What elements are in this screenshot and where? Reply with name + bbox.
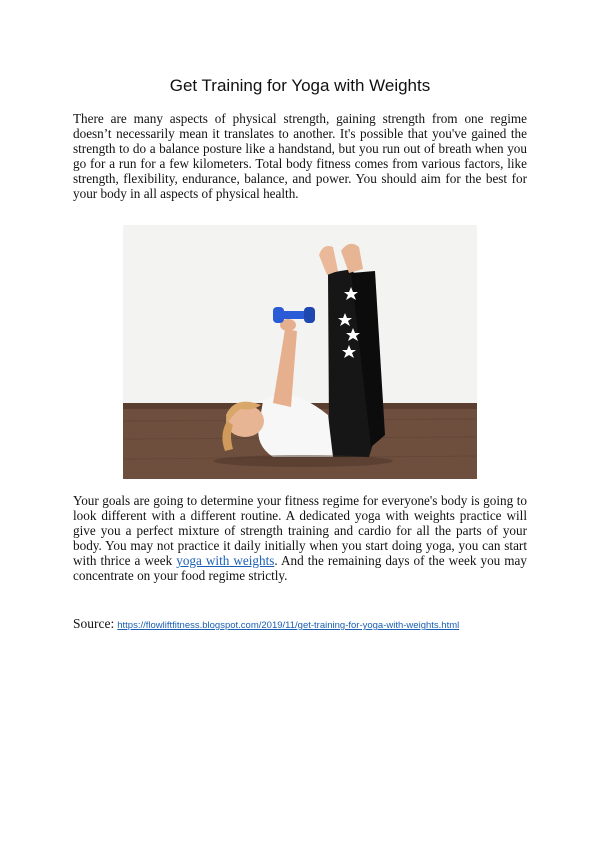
goals-paragraph bbox=[73, 493, 527, 583]
yoga-weights-photo bbox=[123, 225, 477, 479]
yoga-with-weights-link[interactable]: yoga with weights bbox=[176, 553, 275, 568]
goals-text-before: Your goals are going to determine your fitness regime for everyone's body is going to look different with a different routine. A dedicated yoga with weights practice will give you a perfect mixture of strength training and cardio for all the parts of your body. You may not practice it daily initially when you start doing yoga, you can start with thrice a week bbox=[73, 493, 527, 568]
intro-paragraph: There are many aspects of physical strength, gaining strength from one regime doesn’t necessarily mean it translates to another. It's possible that you've gained the strength to do a balance posture like a handstand, but you run out of breath when you go for a run for a few kilometers. Total body fitness comes from various factors, like strength, flexibility, endurance, balance, and power. You should aim for the best for your body in all aspects of physical health. bbox=[73, 111, 527, 201]
source-line bbox=[73, 616, 459, 632]
source-link[interactable]: https://flowliftfitness.blogspot.com/2019/11/get-training-for-yoga-with-weights.html bbox=[117, 620, 460, 631]
source-label: Source: bbox=[73, 616, 115, 631]
page-title: Get Training for Yoga with Weights bbox=[169, 76, 431, 95]
goals-text-after: . And the remaining days of the week you may concentrate on your food regime strictly. bbox=[73, 553, 528, 583]
yoga-photo-illustration bbox=[123, 225, 477, 479]
